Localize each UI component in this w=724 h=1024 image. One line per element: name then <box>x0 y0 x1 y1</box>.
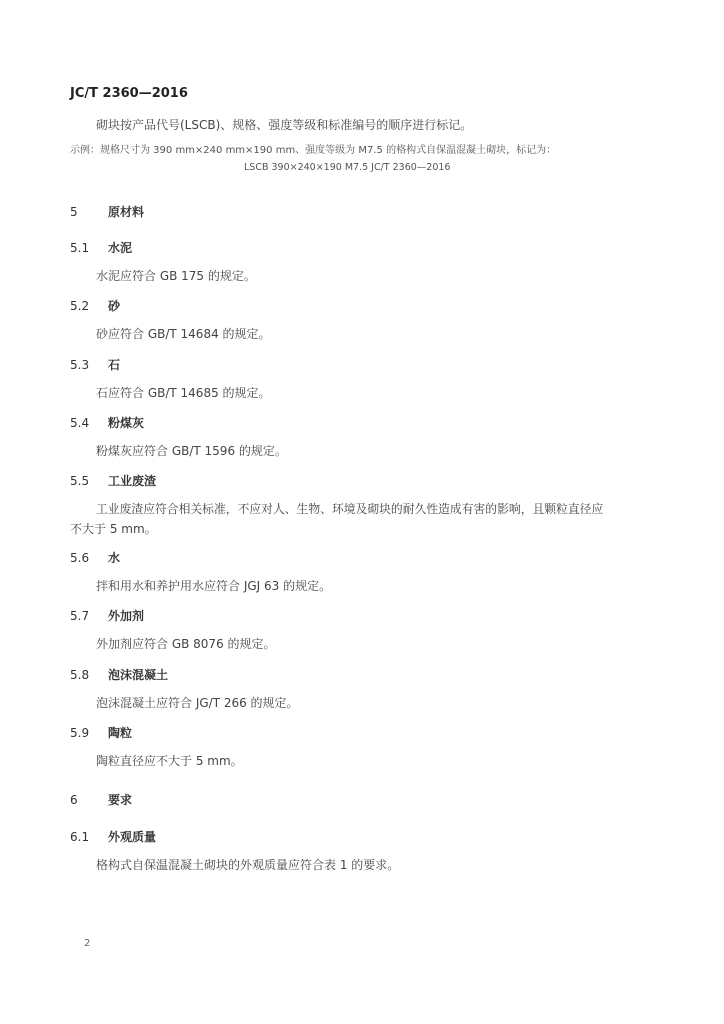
section-heading-5-7 <box>70 607 144 624</box>
section-heading-5-9 <box>70 724 132 741</box>
section-body-5-9: 陶粒直径应不大于 5 mm。 <box>96 754 243 768</box>
section-number: 5.9 <box>70 726 90 740</box>
section-heading-5-8 <box>70 666 168 683</box>
section-title: 水 <box>108 551 121 565</box>
section-number: 5.1 <box>70 241 90 255</box>
section-number: 6.1 <box>70 830 90 844</box>
section-body-5-5-line2: 不大于 5 mm。 <box>70 522 157 536</box>
section-title: 外观质量 <box>108 830 157 844</box>
section-title: 原材料 <box>108 205 145 219</box>
section-number: 5.4 <box>70 416 90 430</box>
section-heading-5 <box>70 203 144 220</box>
section-body-5-2: 砂应符合 GB/T 14684 的规定。 <box>96 327 271 341</box>
section-heading-5-6 <box>70 549 120 566</box>
product-marking: LSCB 390×240×190 M7.5 JC/T 2360—2016 <box>244 162 451 173</box>
section-number: 5.3 <box>70 358 90 372</box>
section-title: 要求 <box>108 793 133 807</box>
section-heading-6-1 <box>70 828 156 845</box>
section-number: 6 <box>70 793 78 807</box>
section-body-5-7: 外加剂应符合 GB 8076 的规定。 <box>96 637 276 651</box>
section-title: 石 <box>108 358 121 372</box>
section-number: 5.5 <box>70 474 90 488</box>
section-body-5-5-line1: 工业废渣应符合相关标准，不应对人、生物、环境及砌块的耐久性造成有害的影响，且颗粒直径应 <box>96 502 604 516</box>
section-heading-5-2 <box>70 297 120 314</box>
page-number: 2 <box>84 938 91 949</box>
example-note: 示例：规格尺寸为 390 mm×240 mm×190 mm、强度等级为 M7.5 的格构式自保温混凝土砌块，标记为： <box>70 145 557 156</box>
section-title: 泡沫混凝土 <box>108 668 169 682</box>
section-body-6-1: 格构式自保温混凝土砌块的外观质量应符合表 1 的要求。 <box>96 858 400 872</box>
section-body-5-3: 石应符合 GB/T 14685 的规定。 <box>96 386 271 400</box>
section-title: 外加剂 <box>108 609 145 623</box>
section-heading-5-1 <box>70 239 132 256</box>
section-title: 工业废渣 <box>108 474 157 488</box>
section-number: 5.7 <box>70 609 90 623</box>
section-heading-5-3 <box>70 356 120 373</box>
section-body-5-8: 泡沫混凝土应符合 JG/T 266 的规定。 <box>96 696 299 710</box>
section-heading-5-4 <box>70 414 144 431</box>
section-heading-6 <box>70 791 132 808</box>
section-title: 陶粒 <box>108 726 133 740</box>
section-number: 5.6 <box>70 551 90 565</box>
section-number: 5.8 <box>70 668 90 682</box>
section-title: 砂 <box>108 299 121 313</box>
section-title: 粉煤灰 <box>108 416 145 430</box>
section-title: 水泥 <box>108 241 133 255</box>
section-body-5-1: 水泥应符合 GB 175 的规定。 <box>96 269 256 283</box>
section-body-5-4: 粉煤灰应符合 GB/T 1596 的规定。 <box>96 444 287 458</box>
section-body-5-6: 拌和用水和养护用水应符合 JGJ 63 的规定。 <box>96 579 332 593</box>
section-number: 5.2 <box>70 299 90 313</box>
section-heading-5-5 <box>70 472 156 489</box>
intro-paragraph: 砌块按产品代号(LSCB)、规格、强度等级和标准编号的顺序进行标记。 <box>96 118 473 132</box>
section-number: 5 <box>70 205 78 219</box>
standard-code-header: JC/T 2360—2016 <box>70 86 188 101</box>
